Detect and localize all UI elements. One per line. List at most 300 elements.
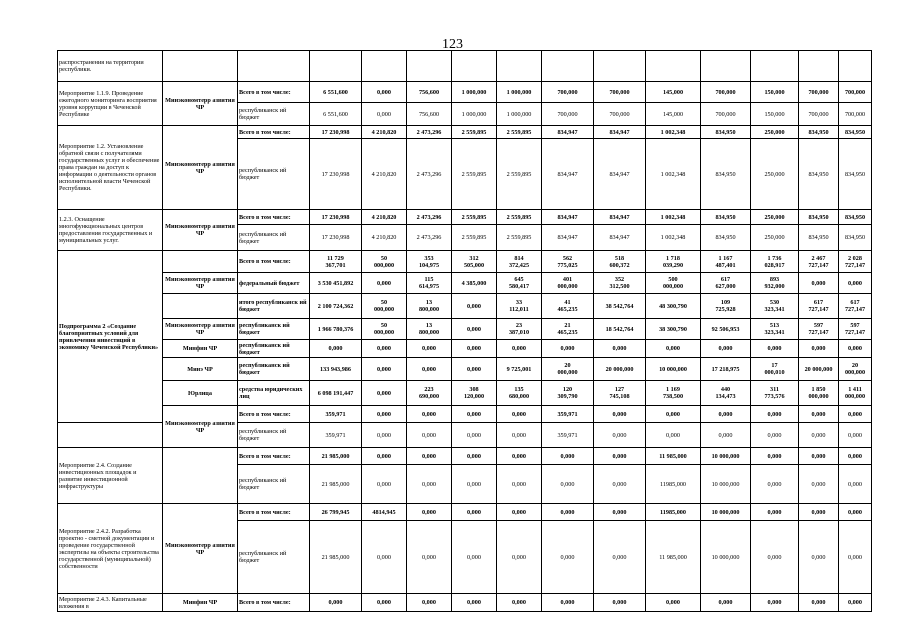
amount-cell: 597 727,147 <box>799 319 839 340</box>
table-row <box>58 210 872 225</box>
funding-source-cell: республиканск ий бюджет <box>238 465 310 504</box>
amount-cell: 0,000 <box>407 521 452 594</box>
amount-cell: 0,000 <box>751 594 799 612</box>
amount-cell: 50 000,000 <box>362 294 407 319</box>
amount-cell: 700,000 <box>701 103 751 126</box>
amount-cell: 401 000,000 <box>542 273 594 294</box>
amount-cell: 617 627,000 <box>701 273 751 294</box>
amount-cell: 38 542,764 <box>594 294 646 319</box>
executor-cell: Минфин ЧР <box>163 594 238 612</box>
amount-cell: 0,000 <box>594 594 646 612</box>
amount-cell: 2 100 724,362 <box>310 294 362 319</box>
amount-cell: 250,000 <box>751 225 799 251</box>
amount-cell: 17 218,975 <box>701 358 751 381</box>
executor-cell: Минфин ЧР <box>163 340 238 358</box>
amount-cell: 0,000 <box>452 340 497 358</box>
amount-cell: 700,000 <box>799 103 839 126</box>
amount-cell: 0,000 <box>799 521 839 594</box>
amount-cell: 4 210,820 <box>362 225 407 251</box>
amount-cell: 21 985,000 <box>310 448 362 465</box>
funding-source-cell <box>238 51 310 82</box>
amount-cell: 1 002,348 <box>646 225 701 251</box>
amount-cell: 6 551,600 <box>310 82 362 103</box>
amount-cell: 20 000,000 <box>594 358 646 381</box>
amount-cell: 834,947 <box>594 225 646 251</box>
amount-cell: 440 134,473 <box>701 381 751 406</box>
amount-cell: 23 387,010 <box>497 319 542 340</box>
amount-cell: 150,000 <box>751 82 799 103</box>
amount-cell: 359,971 <box>310 406 362 423</box>
amount-cell: 0,000 <box>542 504 594 521</box>
amount-cell: 21 985,000 <box>310 521 362 594</box>
amount-cell: 2 559,895 <box>452 126 497 139</box>
amount-cell: 0,000 <box>839 406 872 423</box>
measure-name-cell <box>58 423 163 448</box>
amount-cell: 597 727,147 <box>839 319 872 340</box>
amount-cell: 20 000,000 <box>542 358 594 381</box>
amount-cell: 700,000 <box>839 103 872 126</box>
amount-cell: 17 230,998 <box>310 126 362 139</box>
amount-cell: 0,000 <box>497 448 542 465</box>
amount-cell: 0,000 <box>407 504 452 521</box>
amount-cell: 814 372,425 <box>497 251 542 273</box>
amount-cell: 0,000 <box>452 448 497 465</box>
amount-cell: 0,000 <box>799 504 839 521</box>
amount-cell: 0,000 <box>362 521 407 594</box>
amount-cell: 352 312,500 <box>594 273 646 294</box>
amount-cell: 0,000 <box>497 594 542 612</box>
measure-name-cell: Подпрограмма 2 «Создание благоприятных условий для привлечения инвестиций в экономику Чеченской Республики» <box>58 251 163 423</box>
amount-cell: 50 000,000 <box>362 251 407 273</box>
table-row <box>58 358 872 381</box>
amount-cell: 41 465,235 <box>542 294 594 319</box>
funding-source-cell: Всего в том числе: <box>238 406 310 423</box>
amount-cell: 2 473,296 <box>407 210 452 225</box>
amount-cell: 0,000 <box>542 465 594 504</box>
amount-cell: 0,000 <box>362 273 407 294</box>
amount-cell: 0,000 <box>799 340 839 358</box>
amount-cell: 0,000 <box>407 594 452 612</box>
amount-cell: 0,000 <box>452 423 497 448</box>
amount-cell: 0,000 <box>362 448 407 465</box>
amount-cell: 700,000 <box>701 82 751 103</box>
funding-source-cell: федеральный бюджет <box>238 273 310 294</box>
amount-cell: 2 559,895 <box>497 225 542 251</box>
amount-cell: 0,000 <box>497 521 542 594</box>
page-number: 123 <box>442 37 463 52</box>
amount-cell: 834,950 <box>701 139 751 210</box>
amount-cell: 0,000 <box>594 448 646 465</box>
amount-cell: 834,950 <box>799 139 839 210</box>
amount-cell: 0,000 <box>452 594 497 612</box>
amount-cell: 359,971 <box>542 406 594 423</box>
amount-cell: 11 985,000 <box>646 521 701 594</box>
amount-cell: 4 210,820 <box>362 139 407 210</box>
amount-cell: 0,000 <box>362 406 407 423</box>
measure-name-cell: 1.2.3. Оснащение многофункциональных центров предоставления государственных и муниципальных услуг. <box>58 210 163 251</box>
amount-cell: 834,950 <box>839 139 872 210</box>
amount-cell: 0,000 <box>646 423 701 448</box>
amount-cell: 0,000 <box>452 406 497 423</box>
amount-cell: 0,000 <box>594 340 646 358</box>
amount-cell: 834,950 <box>839 210 872 225</box>
amount-cell: 6 098 191,447 <box>310 381 362 406</box>
amount-cell: 311 773,576 <box>751 381 799 406</box>
amount-cell <box>701 51 751 82</box>
amount-cell: 0,000 <box>839 504 872 521</box>
amount-cell: 250,000 <box>751 126 799 139</box>
amount-cell: 26 799,945 <box>310 504 362 521</box>
amount-cell: 18 542,764 <box>594 319 646 340</box>
measure-name-cell: Мероприятие 2.4.2. Разработка проектно - сметной документации и проведение государственной экспертизы на объекты строительства государственной (муниципальной) собственности <box>58 504 163 594</box>
amount-cell: 50 000,000 <box>362 319 407 340</box>
amount-cell: 2 559,895 <box>497 126 542 139</box>
amount-cell: 834,950 <box>839 126 872 139</box>
measure-name-cell: Мероприятие 2.4. Создание инвестиционных площадок и развитие инвестиционной инфраструктуры <box>58 448 163 504</box>
amount-cell: 0,000 <box>362 340 407 358</box>
budget-table <box>57 50 872 612</box>
amount-cell: 513 323,341 <box>751 319 799 340</box>
funding-source-cell: Всего в том числе: <box>238 594 310 612</box>
executor-cell <box>163 51 238 82</box>
amount-cell: 0,000 <box>542 521 594 594</box>
amount-cell: 0,000 <box>407 358 452 381</box>
amount-cell <box>362 51 407 82</box>
amount-cell: 0,000 <box>701 406 751 423</box>
amount-cell: 353 104,975 <box>407 251 452 273</box>
measure-name-cell: Мероприятие 1.1.9. Проведение ежегодного мониторинга восприятия уровня коррупции в Чеченской Республике <box>58 82 163 126</box>
amount-cell: 120 309,790 <box>542 381 594 406</box>
amount-cell: 38 300,790 <box>646 319 701 340</box>
amount-cell: 834,950 <box>799 210 839 225</box>
amount-cell: 834,947 <box>542 210 594 225</box>
amount-cell: 2 473,296 <box>407 225 452 251</box>
amount-cell: 1 002,348 <box>646 126 701 139</box>
amount-cell: 308 120,000 <box>452 381 497 406</box>
funding-source-cell: Всего в том числе: <box>238 504 310 521</box>
amount-cell: 11985,000 <box>646 504 701 521</box>
amount-cell: 834,947 <box>594 139 646 210</box>
measure-name-cell: Мероприятие 1.2. Установление обратной связи с получателями государственных услуг и обеспечение права граждан на доступ к информации о деятельности органов исполнительной власти Чеченской Республики. <box>58 126 163 210</box>
executor-cell: Минэкономтерр азвития ЧР <box>163 406 238 448</box>
amount-cell: 834,950 <box>799 225 839 251</box>
amount-cell: 2 467 727,147 <box>799 251 839 273</box>
amount-cell: 0,000 <box>407 448 452 465</box>
amount-cell: 0,000 <box>799 406 839 423</box>
amount-cell: 0,000 <box>452 294 497 319</box>
amount-cell: 0,000 <box>799 423 839 448</box>
amount-cell: 0,000 <box>839 521 872 594</box>
amount-cell: 4 385,000 <box>452 273 497 294</box>
amount-cell: 0,000 <box>362 381 407 406</box>
table-row <box>58 251 872 273</box>
amount-cell: 0,000 <box>594 521 646 594</box>
executor-cell: Минэ ЧР <box>163 358 238 381</box>
amount-cell: 0,000 <box>751 521 799 594</box>
amount-cell: 223 690,000 <box>407 381 452 406</box>
amount-cell: 0,000 <box>594 465 646 504</box>
amount-cell: 0,000 <box>362 423 407 448</box>
amount-cell: 0,000 <box>497 504 542 521</box>
amount-cell: 0,000 <box>407 406 452 423</box>
amount-cell: 10 000,000 <box>701 504 751 521</box>
executor-cell <box>163 251 238 273</box>
funding-source-cell: республиканск ий бюджет <box>238 139 310 210</box>
amount-cell: 0,000 <box>799 273 839 294</box>
amount-cell: 11 729 367,701 <box>310 251 362 273</box>
amount-cell: 2 559,895 <box>497 139 542 210</box>
amount-cell: 0,000 <box>362 465 407 504</box>
funding-source-cell: Всего в том числе: <box>238 251 310 273</box>
amount-cell: 0,000 <box>751 340 799 358</box>
amount-cell: 0,000 <box>751 423 799 448</box>
amount-cell: 10 000,000 <box>701 465 751 504</box>
amount-cell: 834,947 <box>594 126 646 139</box>
amount-cell: 4 210,820 <box>362 210 407 225</box>
funding-source-cell: республиканск ий бюджет <box>238 358 310 381</box>
amount-cell: 1 850 000,000 <box>799 381 839 406</box>
amount-cell: 4 210,820 <box>362 126 407 139</box>
amount-cell <box>452 51 497 82</box>
amount-cell: 0,000 <box>839 340 872 358</box>
funding-source-cell: республиканск ий бюджет <box>238 225 310 251</box>
amount-cell: 700,000 <box>839 82 872 103</box>
table-row <box>58 51 872 82</box>
amount-cell: 2 559,895 <box>452 139 497 210</box>
amount-cell: 359,971 <box>542 423 594 448</box>
table-row <box>58 340 872 358</box>
amount-cell: 700,000 <box>799 82 839 103</box>
amount-cell: 834,950 <box>701 225 751 251</box>
amount-cell: 0,000 <box>701 594 751 612</box>
amount-cell: 562 775,025 <box>542 251 594 273</box>
amount-cell: 1 002,348 <box>646 210 701 225</box>
amount-cell: 2 559,895 <box>497 210 542 225</box>
amount-cell: 250,000 <box>751 139 799 210</box>
amount-cell: 2 028 727,147 <box>839 251 872 273</box>
amount-cell <box>751 51 799 82</box>
table-row <box>58 594 872 612</box>
amount-cell: 0,000 <box>362 103 407 126</box>
amount-cell: 0,000 <box>646 406 701 423</box>
amount-cell: 11 985,000 <box>646 448 701 465</box>
amount-cell: 0,000 <box>407 465 452 504</box>
amount-cell: 0,000 <box>799 465 839 504</box>
funding-source-cell: Всего в том числе: <box>238 126 310 139</box>
amount-cell: 645 580,417 <box>497 273 542 294</box>
amount-cell: 0,000 <box>407 340 452 358</box>
amount-cell: 0,000 <box>839 273 872 294</box>
amount-cell: 617 727,147 <box>799 294 839 319</box>
amount-cell: 13 800,000 <box>407 294 452 319</box>
funding-source-cell: Всего в том числе: <box>238 82 310 103</box>
amount-cell: 834,950 <box>701 126 751 139</box>
amount-cell: 109 725,928 <box>701 294 751 319</box>
amount-cell: 250,000 <box>751 210 799 225</box>
amount-cell: 21 465,235 <box>542 319 594 340</box>
amount-cell: 1 411 000,000 <box>839 381 872 406</box>
amount-cell <box>542 51 594 82</box>
amount-cell: 756,600 <box>407 82 452 103</box>
amount-cell: 17 230,998 <box>310 225 362 251</box>
table-row <box>58 381 872 406</box>
amount-cell: 0,000 <box>542 340 594 358</box>
amount-cell <box>310 51 362 82</box>
funding-source-cell: республиканск ий бюджет <box>238 103 310 126</box>
amount-cell: 127 745,108 <box>594 381 646 406</box>
table-row <box>58 126 872 139</box>
amount-cell: 0,000 <box>799 448 839 465</box>
amount-cell: 135 680,000 <box>497 381 542 406</box>
amount-cell: 312 505,000 <box>452 251 497 273</box>
funding-source-cell: итого республиканск ий бюджет <box>238 294 310 319</box>
amount-cell: 700,000 <box>542 82 594 103</box>
amount-cell: 6 551,600 <box>310 103 362 126</box>
amount-cell: 500 000,000 <box>646 273 701 294</box>
amount-cell <box>646 51 701 82</box>
amount-cell: 0,000 <box>362 594 407 612</box>
amount-cell: 2 559,895 <box>452 225 497 251</box>
amount-cell: 0,000 <box>362 358 407 381</box>
amount-cell: 10 000,000 <box>701 448 751 465</box>
amount-cell: 1 000,000 <box>452 82 497 103</box>
amount-cell: 1 002,348 <box>646 139 701 210</box>
amount-cell: 893 932,000 <box>751 273 799 294</box>
amount-cell: 0,000 <box>497 423 542 448</box>
table-row <box>58 504 872 521</box>
executor-cell: Минэкономтерр азвития ЧР <box>163 319 238 340</box>
amount-cell: 2 473,296 <box>407 139 452 210</box>
table-row <box>58 294 872 319</box>
amount-cell: 530 323,341 <box>751 294 799 319</box>
amount-cell: 834,947 <box>542 225 594 251</box>
amount-cell: 0,000 <box>452 504 497 521</box>
amount-cell: 834,950 <box>839 225 872 251</box>
funding-source-cell: средства юридических лиц <box>238 381 310 406</box>
table-row <box>58 406 872 423</box>
table-row <box>58 448 872 465</box>
amount-cell: 834,950 <box>799 126 839 139</box>
measure-name-cell: распространения на территории республики. <box>58 51 163 82</box>
amount-cell: 0,000 <box>452 358 497 381</box>
amount-cell: 0,000 <box>362 82 407 103</box>
amount-cell: 17 000,010 <box>751 358 799 381</box>
amount-cell: 700,000 <box>594 82 646 103</box>
amount-cell: 0,000 <box>839 423 872 448</box>
amount-cell: 92 506,953 <box>701 319 751 340</box>
amount-cell: 0,000 <box>594 423 646 448</box>
executor-cell: Минэкономтерр азвития ЧР <box>163 504 238 594</box>
amount-cell: 1 000,000 <box>497 103 542 126</box>
executor-cell: Минэкономтерр азвития ЧР <box>163 273 238 294</box>
executor-cell <box>163 294 238 319</box>
amount-cell: 1 000,000 <box>452 103 497 126</box>
amount-cell: 756,600 <box>407 103 452 126</box>
amount-cell: 0,000 <box>310 594 362 612</box>
amount-cell: 1 736 028,917 <box>751 251 799 273</box>
amount-cell: 13 800,000 <box>407 319 452 340</box>
amount-cell: 834,947 <box>542 139 594 210</box>
amount-cell: 17 230,998 <box>310 210 362 225</box>
amount-cell <box>594 51 646 82</box>
amount-cell: 48 300,790 <box>646 294 701 319</box>
funding-source-cell: республиканск ий бюджет <box>238 423 310 448</box>
amount-cell: 0,000 <box>646 340 701 358</box>
amount-cell: 0,000 <box>497 406 542 423</box>
table-row <box>58 82 872 103</box>
executor-cell: Минэкономтерр азвития ЧР <box>163 210 238 251</box>
amount-cell: 0,000 <box>839 594 872 612</box>
funding-source-cell: Всего в том числе: <box>238 448 310 465</box>
amount-cell: 1 167 487,401 <box>701 251 751 273</box>
amount-cell: 10 000,000 <box>701 521 751 594</box>
amount-cell: 150,000 <box>751 103 799 126</box>
amount-cell: 4814,945 <box>362 504 407 521</box>
amount-cell <box>799 51 839 82</box>
amount-cell: 0,000 <box>701 340 751 358</box>
amount-cell <box>407 51 452 82</box>
amount-cell: 0,000 <box>751 465 799 504</box>
amount-cell: 10 000,000 <box>646 358 701 381</box>
table-row <box>58 273 872 294</box>
amount-cell: 17 230,998 <box>310 139 362 210</box>
amount-cell: 0,000 <box>497 465 542 504</box>
amount-cell: 0,000 <box>594 504 646 521</box>
amount-cell: 0,000 <box>594 406 646 423</box>
amount-cell: 834,947 <box>594 210 646 225</box>
amount-cell: 133 943,986 <box>310 358 362 381</box>
amount-cell: 0,000 <box>407 423 452 448</box>
amount-cell: 700,000 <box>542 103 594 126</box>
amount-cell: 0,000 <box>542 448 594 465</box>
funding-source-cell: республиканск ий бюджет <box>238 521 310 594</box>
amount-cell: 1 000,000 <box>497 82 542 103</box>
amount-cell: 0,000 <box>542 594 594 612</box>
amount-cell: 11985,000 <box>646 465 701 504</box>
amount-cell: 359,971 <box>310 423 362 448</box>
amount-cell: 0,000 <box>839 448 872 465</box>
amount-cell: 617 727,147 <box>839 294 872 319</box>
amount-cell: 0,000 <box>839 465 872 504</box>
amount-cell <box>497 51 542 82</box>
table-row <box>58 319 872 340</box>
measure-name-cell: Мероприятие 2.4.3. Капитальные вложения в <box>58 594 163 612</box>
amount-cell: 145,000 <box>646 103 701 126</box>
amount-cell: 1 966 780,376 <box>310 319 362 340</box>
amount-cell: 0,000 <box>497 340 542 358</box>
amount-cell: 0,000 <box>701 423 751 448</box>
amount-cell: 0,000 <box>751 406 799 423</box>
amount-cell: 0,000 <box>310 340 362 358</box>
amount-cell: 0,000 <box>799 594 839 612</box>
executor-cell: Юрлица <box>163 381 238 406</box>
amount-cell: 700,000 <box>594 103 646 126</box>
funding-source-cell: Всего в том числе: <box>238 210 310 225</box>
amount-cell: 20 000,000 <box>799 358 839 381</box>
amount-cell: 33 112,011 <box>497 294 542 319</box>
amount-cell: 20 000,000 <box>839 358 872 381</box>
amount-cell: 518 600,372 <box>594 251 646 273</box>
executor-cell: Минэкономтерр азвития ЧР <box>163 126 238 210</box>
amount-cell <box>839 51 872 82</box>
amount-cell: 21 985,000 <box>310 465 362 504</box>
funding-source-cell: республиканск ий бюджет <box>238 319 310 340</box>
amount-cell: 834,950 <box>701 210 751 225</box>
amount-cell: 1 718 039,290 <box>646 251 701 273</box>
amount-cell: 2 559,895 <box>452 210 497 225</box>
amount-cell: 145,000 <box>646 82 701 103</box>
amount-cell: 0,000 <box>452 521 497 594</box>
